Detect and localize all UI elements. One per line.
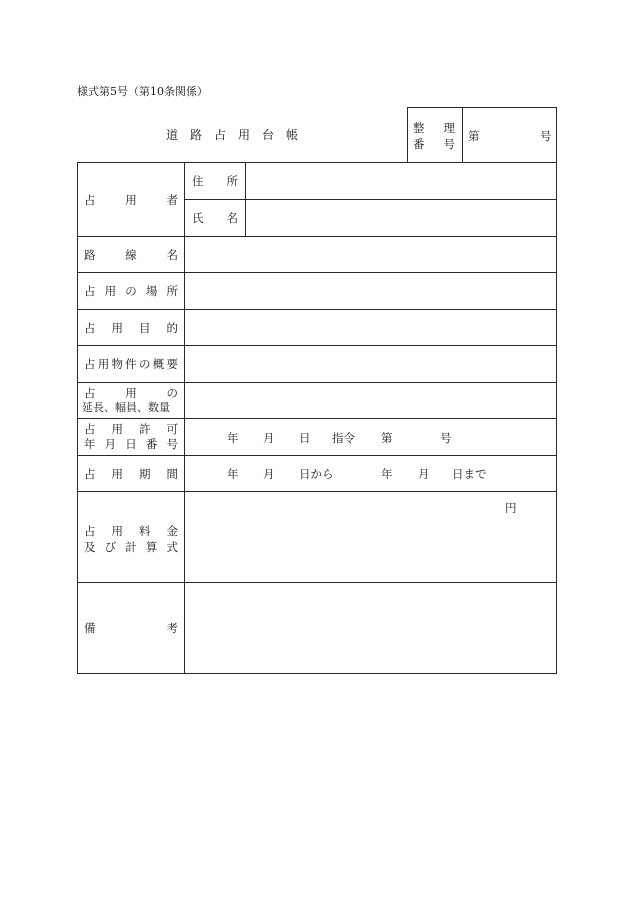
number-prefix: 第 [468,129,480,143]
form-number-label: 様式第5号（第10条関係） [77,85,208,98]
occupant-label: 占 用 者 [84,193,178,207]
seiri-label: 整 理 [413,121,455,135]
fee-label-bottom: 及 び 計 算 式 [84,540,178,554]
object-summary-label: 占 用 物 件 の 概 要 [84,357,178,371]
occupancy-place-label: 占 用 の 場 所 [84,284,178,298]
bango-label: 番 号 [413,137,455,151]
occupancy-period-label: 占 用 期 間 [84,467,178,481]
number-suffix: 号 [540,129,552,143]
occupancy-purpose-label: 占 用 目 的 [84,321,178,335]
remarks-label: 備 考 [84,621,178,635]
address-label: 住 所 [192,174,238,188]
permit-label-bottom: 年 月 日 番 号 [84,437,178,451]
ledger-title: 道 路 占 用 台 帳 [166,128,299,142]
fee-label-top: 占 用 料 金 [84,524,178,538]
extent-label-bottom: 延長、幅員、数量 [82,401,170,414]
route-name-label: 路 線 名 [84,248,178,262]
name-label: 氏 名 [192,211,238,225]
extent-label-top: 占 用 の [84,386,178,400]
permit-label-top: 占 用 許 可 [84,422,178,436]
fee-unit-yen: 円 [505,501,517,515]
